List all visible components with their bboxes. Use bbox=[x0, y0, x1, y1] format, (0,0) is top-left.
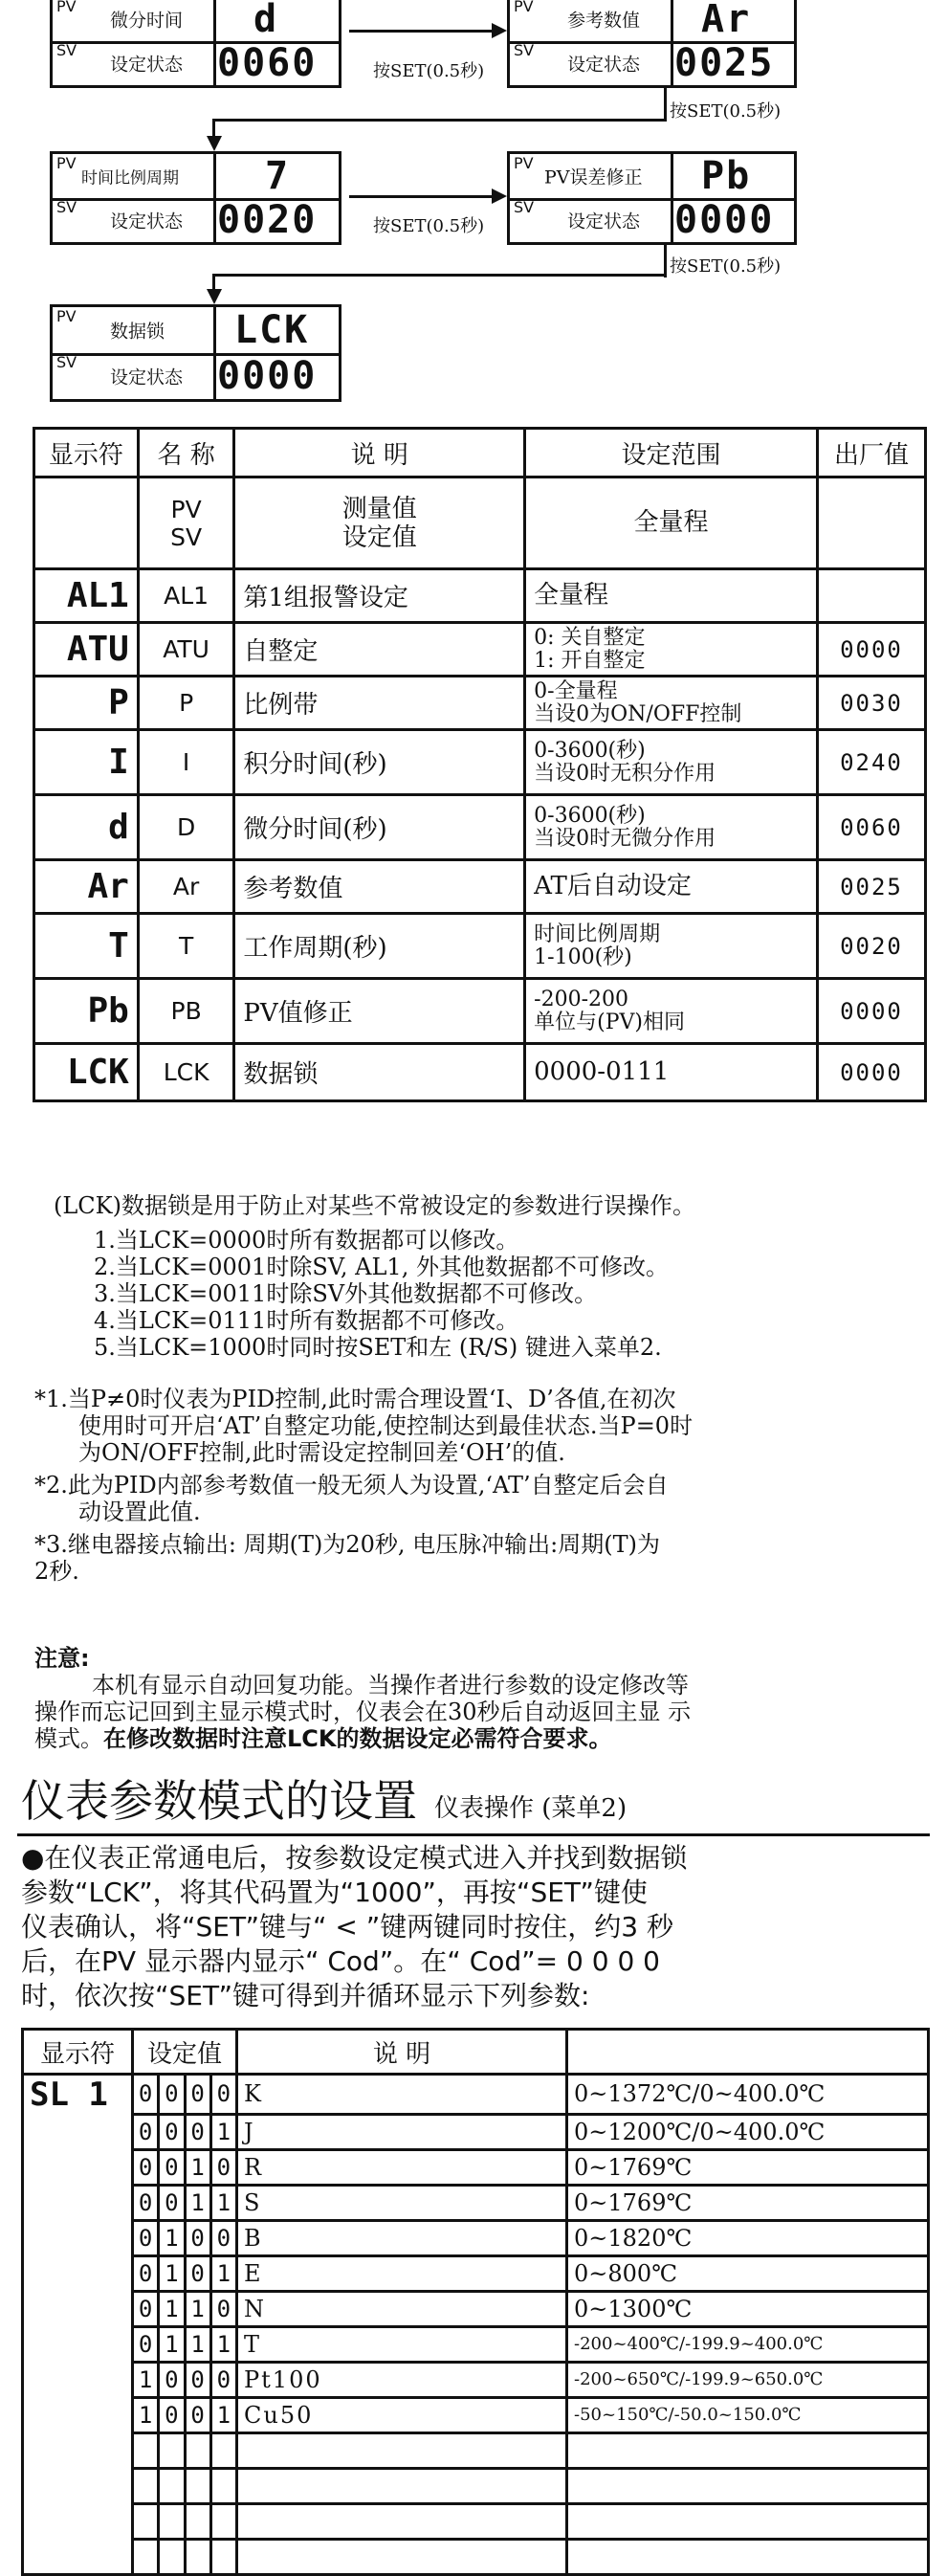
param-desc: 数据锁 bbox=[234, 1044, 525, 1101]
table-row bbox=[23, 2149, 929, 2185]
sv-display: 0000 bbox=[217, 354, 318, 398]
setting-bit: 1 bbox=[133, 2362, 159, 2397]
setting-bit: 0 bbox=[185, 2114, 210, 2149]
flow-box-derivative bbox=[50, 0, 341, 88]
setting-bit: 1 bbox=[159, 2255, 185, 2291]
table-row bbox=[23, 2075, 929, 2115]
sv-label: 设定状态 bbox=[110, 54, 184, 76]
sensor-name: J bbox=[237, 2114, 567, 2149]
range-line: 0-3600(秒) bbox=[534, 804, 646, 829]
display-symbol: SL 1 bbox=[23, 2075, 133, 2115]
param-desc: 第1组报警设定 bbox=[234, 569, 525, 623]
sensor-name bbox=[237, 2468, 567, 2503]
lck-note-item: 1.当LCK=0000时所有数据都可以修改。 bbox=[94, 1227, 519, 1254]
col-header: 显示符 bbox=[23, 2030, 133, 2075]
pv-label: 数据锁 bbox=[110, 321, 165, 343]
sensor-range: 0~800℃ bbox=[567, 2255, 929, 2291]
col-header: 显示符 bbox=[34, 429, 139, 477]
table-row bbox=[23, 2468, 929, 2503]
setting-bit: 0 bbox=[133, 2291, 159, 2326]
setting-bit: 1 bbox=[159, 2291, 185, 2326]
table-row bbox=[34, 914, 926, 979]
factory-value: 0000 bbox=[817, 979, 925, 1044]
param-range bbox=[525, 860, 818, 914]
setting-bit bbox=[210, 2539, 236, 2574]
param-name: Ar bbox=[138, 860, 234, 914]
notice-line: 操作而忘记回到主显示模式时，仪表会在30秒后自动返回主显 示 bbox=[34, 1699, 692, 1725]
symbol-cell-empty bbox=[23, 2220, 133, 2255]
range-line: 单位与(PV)相同 bbox=[534, 1010, 685, 1034]
notice-line bbox=[34, 1724, 612, 1753]
param-desc: 比例带 bbox=[234, 677, 525, 730]
arrow-down-icon bbox=[207, 289, 222, 304]
notice-line-plain: 模式。 bbox=[34, 1725, 103, 1752]
range-line: 时间比例周期 bbox=[534, 922, 661, 947]
param-desc: 工作周期(秒) bbox=[234, 914, 525, 979]
sensor-range: 0~1200℃/0~400.0℃ bbox=[567, 2114, 929, 2149]
sensor-name bbox=[237, 2432, 567, 2468]
setting-bit: 0 bbox=[210, 2075, 236, 2115]
table-row bbox=[34, 860, 926, 914]
setting-bit: 0 bbox=[210, 2291, 236, 2326]
param-range bbox=[525, 730, 818, 795]
setting-bit bbox=[185, 2539, 210, 2574]
param-desc: 积分时间(秒) bbox=[234, 730, 525, 795]
sensor-range bbox=[567, 2503, 929, 2539]
set-step-label: 按SET(0.5秒) bbox=[373, 61, 485, 81]
param-name: ATU bbox=[138, 623, 234, 677]
arrow-right-icon bbox=[492, 189, 507, 204]
sv-display: 0025 bbox=[674, 41, 775, 85]
setting-bit: 0 bbox=[210, 2149, 236, 2185]
setting-bit: 0 bbox=[159, 2185, 185, 2220]
intro-line: 时，依次按“SET”键可得到并循环显示下列参数: bbox=[21, 1980, 590, 2011]
table-row bbox=[34, 677, 926, 730]
sensor-range: 0~1372℃/0~400.0℃ bbox=[567, 2075, 929, 2115]
sensor-name: K bbox=[237, 2075, 567, 2115]
setting-bit bbox=[159, 2432, 185, 2468]
table-row bbox=[34, 730, 926, 795]
setting-bit bbox=[159, 2468, 185, 2503]
param-name: PB bbox=[138, 979, 234, 1044]
setting-bit: 0 bbox=[159, 2075, 185, 2115]
sensor-range: 0~1300℃ bbox=[567, 2291, 929, 2326]
sv-tag: SV bbox=[56, 353, 77, 371]
setting-bit bbox=[133, 2503, 159, 2539]
setting-bit: 1 bbox=[210, 2185, 236, 2220]
display-symbol: d bbox=[34, 795, 139, 860]
footnote-line: 使用时可开启‘AT’自整定功能,使控制达到最佳状态.当P=0时 bbox=[78, 1412, 694, 1439]
sensor-name: B bbox=[237, 2220, 567, 2255]
setting-bit: 0 bbox=[159, 2114, 185, 2149]
symbol-cell-empty bbox=[23, 2539, 133, 2574]
table-row bbox=[23, 2291, 929, 2326]
sensor-name: N bbox=[237, 2291, 567, 2326]
intro-line: 后，在PV 显示器内显示“ Cod”。在“ Cod”= 0 0 0 0 bbox=[21, 1945, 660, 1977]
display-symbol: Pb bbox=[34, 979, 139, 1044]
factory-value: 0000 bbox=[817, 1044, 925, 1101]
desc-measure: 测量值 bbox=[341, 494, 417, 523]
sensor-range: 0~1820℃ bbox=[567, 2220, 929, 2255]
symbol-cell-empty bbox=[23, 2185, 133, 2220]
factory-value: 0030 bbox=[817, 677, 925, 730]
section-title bbox=[21, 1766, 627, 1830]
factory-value bbox=[817, 569, 925, 623]
sensor-name: Pt100 bbox=[237, 2362, 567, 2397]
name-sv: SV bbox=[170, 522, 203, 551]
display-symbol: I bbox=[34, 730, 139, 795]
footnote-line: 动设置此值. bbox=[78, 1499, 201, 1525]
col-header: 名 称 bbox=[138, 429, 234, 477]
name-pv: PV bbox=[170, 495, 202, 523]
lck-note-item: 5.当LCK=1000时同时按SET和左 (R/S) 键进入菜单2. bbox=[94, 1334, 662, 1361]
setting-bit: 0 bbox=[133, 2149, 159, 2185]
display-symbol: T bbox=[34, 914, 139, 979]
table-row bbox=[34, 623, 926, 677]
range-line: 0: 关自整定 bbox=[534, 626, 646, 651]
setting-bit: 1 bbox=[185, 2149, 210, 2185]
range-line: 当设0为ON/OFF控制 bbox=[534, 701, 742, 726]
table-row bbox=[23, 2503, 929, 2539]
setting-bit bbox=[133, 2539, 159, 2574]
pv-label: PV误差修正 bbox=[544, 167, 643, 189]
factory-value: 0000 bbox=[817, 623, 925, 677]
range-line: 0-3600(秒) bbox=[534, 739, 646, 764]
pv-label: 微分时间 bbox=[110, 10, 184, 32]
setting-bit: 0 bbox=[133, 2255, 159, 2291]
table-row bbox=[23, 2185, 929, 2220]
footnote-line: *3.继电器接点输出: 周期(T)为20秒, 电压脉冲输出:周期(T)为 bbox=[34, 1531, 660, 1558]
setting-bit: 0 bbox=[185, 2220, 210, 2255]
flow-box-cycle bbox=[50, 151, 341, 245]
range-line: 1-100(秒) bbox=[534, 944, 632, 969]
pv-display: Ar bbox=[701, 0, 752, 41]
table-row bbox=[34, 795, 926, 860]
section-subtitle: 仪表操作 (菜单2) bbox=[434, 1794, 628, 1823]
setting-bit: 0 bbox=[159, 2149, 185, 2185]
sensor-range: 0~1769℃ bbox=[567, 2185, 929, 2220]
setting-bit: 1 bbox=[159, 2326, 185, 2362]
sensor-range bbox=[567, 2432, 929, 2468]
param-name: D bbox=[138, 795, 234, 860]
flow-box-pv-offset bbox=[507, 151, 797, 245]
sv-label: 设定状态 bbox=[567, 54, 641, 76]
footnote-line: 2秒. bbox=[34, 1558, 79, 1585]
arrow-right-icon bbox=[492, 23, 507, 38]
setting-bit: 0 bbox=[133, 2114, 159, 2149]
sv-label: 设定状态 bbox=[110, 366, 184, 389]
desc-setting: 设定值 bbox=[341, 522, 417, 552]
sensor-range: 0~1769℃ bbox=[567, 2149, 929, 2185]
sv-label: 设定状态 bbox=[567, 211, 641, 233]
pv-tag: PV bbox=[56, 154, 77, 172]
symbol-cell-empty bbox=[23, 2397, 133, 2432]
notice-label: 注意: bbox=[34, 1645, 90, 1672]
setting-bit: 0 bbox=[133, 2220, 159, 2255]
param-name: T bbox=[138, 914, 234, 979]
section-divider bbox=[17, 1833, 930, 1836]
symbol-cell-empty bbox=[23, 2149, 133, 2185]
factory-value: 0020 bbox=[817, 914, 925, 979]
setting-bit bbox=[159, 2503, 185, 2539]
sensor-name: T bbox=[237, 2326, 567, 2362]
sv-tag: SV bbox=[56, 198, 77, 216]
sv-tag: SV bbox=[514, 41, 535, 59]
lck-note-item: 3.当LCK=0011时除SV外其他数据都不可修改。 bbox=[94, 1280, 598, 1307]
sensor-range: -50~150℃/-50.0~150.0℃ bbox=[567, 2397, 929, 2432]
col-header: 说 明 bbox=[237, 2030, 567, 2075]
intro-paragraph bbox=[21, 1841, 930, 2013]
param-range bbox=[525, 979, 818, 1044]
table-row bbox=[23, 2432, 929, 2468]
pv-label: 时间比例周期 bbox=[81, 168, 179, 189]
sv-display: 0020 bbox=[217, 198, 318, 242]
set-step-label: 按SET(0.5秒) bbox=[670, 256, 782, 277]
sv-display: 0000 bbox=[674, 198, 775, 242]
setting-bit: 0 bbox=[133, 2326, 159, 2362]
param-range bbox=[525, 623, 818, 677]
sensor-range bbox=[567, 2539, 929, 2574]
table-row bbox=[34, 979, 926, 1044]
sv-tag: SV bbox=[56, 41, 77, 59]
param-desc: 参考数值 bbox=[234, 860, 525, 914]
lck-note-item: 4.当LCK=0111时所有数据都不可修改。 bbox=[94, 1307, 519, 1334]
sensor-name: Cu50 bbox=[237, 2397, 567, 2432]
setting-bit: 0 bbox=[159, 2362, 185, 2397]
param-range bbox=[525, 569, 818, 623]
notice-line-bold: 在修改数据时注意LCK的数据设定必需符合要求。 bbox=[103, 1725, 612, 1752]
col-header: 出厂值 bbox=[817, 429, 925, 477]
setting-bit bbox=[185, 2503, 210, 2539]
setting-bit: 1 bbox=[185, 2185, 210, 2220]
setting-bit bbox=[210, 2468, 236, 2503]
param-name: LCK bbox=[138, 1044, 234, 1101]
param-range bbox=[525, 677, 818, 730]
param-desc: 自整定 bbox=[234, 623, 525, 677]
sensor-name bbox=[237, 2539, 567, 2574]
setting-bit bbox=[210, 2432, 236, 2468]
pv-tag: PV bbox=[514, 154, 534, 172]
display-symbol: P bbox=[34, 677, 139, 730]
lck-note-item: 2.当LCK=0001时除SV, AL1, 外其他数据都不可修改。 bbox=[94, 1254, 669, 1280]
pv-display: 7 bbox=[265, 154, 291, 198]
setting-bit: 1 bbox=[210, 2326, 236, 2362]
setting-bit: 1 bbox=[159, 2220, 185, 2255]
table-row bbox=[23, 2255, 929, 2291]
pv-display: d bbox=[253, 0, 279, 41]
section-title-text: 仪表参数模式的设置 bbox=[21, 1775, 417, 1827]
symbol-cell-empty bbox=[23, 2114, 133, 2149]
sv-label: 设定状态 bbox=[110, 211, 184, 233]
range-line: 全量程 bbox=[534, 580, 609, 610]
input-type-table bbox=[21, 2028, 930, 2576]
arrow-down-icon bbox=[207, 136, 222, 151]
intro-line: ●在仪表正常通电后，按参数设定模式进入并找到数据锁 bbox=[21, 1842, 688, 1874]
table-row bbox=[23, 2539, 929, 2574]
setting-bit: 1 bbox=[210, 2397, 236, 2432]
table-header-row bbox=[23, 2030, 929, 2075]
setting-bit bbox=[185, 2432, 210, 2468]
range-line: -200-200 bbox=[534, 988, 628, 1012]
notice-line: 本机有显示自动回复功能。当操作者进行参数的设定修改等 bbox=[92, 1672, 689, 1699]
table-row bbox=[23, 2326, 929, 2362]
param-range bbox=[525, 795, 818, 860]
setting-bit: 1 bbox=[133, 2397, 159, 2432]
sensor-name: E bbox=[237, 2255, 567, 2291]
flow-box-reference bbox=[507, 0, 797, 88]
setting-bit bbox=[133, 2468, 159, 2503]
factory-value: 0240 bbox=[817, 730, 925, 795]
table-row bbox=[23, 2397, 929, 2432]
setting-bit: 0 bbox=[133, 2075, 159, 2115]
range-line: 1: 开自整定 bbox=[534, 648, 646, 673]
setting-bit: 0 bbox=[185, 2075, 210, 2115]
sensor-name: R bbox=[237, 2149, 567, 2185]
param-desc: 微分时间(秒) bbox=[234, 795, 525, 860]
pv-display: Pb bbox=[701, 154, 752, 198]
col-header: 设定值 bbox=[133, 2030, 237, 2075]
param-name: P bbox=[138, 677, 234, 730]
symbol-cell-empty bbox=[23, 2291, 133, 2326]
table-row bbox=[34, 569, 926, 623]
sensor-range: -200~400℃/-199.9~400.0℃ bbox=[567, 2326, 929, 2362]
symbol-cell-empty bbox=[23, 2326, 133, 2362]
set-step-label: 按SET(0.5秒) bbox=[373, 216, 485, 236]
symbol-cell-empty bbox=[23, 2432, 133, 2468]
param-name: I bbox=[138, 730, 234, 795]
setting-bit: 1 bbox=[210, 2114, 236, 2149]
range-line: AT后自动设定 bbox=[534, 871, 692, 900]
setting-bit: 1 bbox=[185, 2291, 210, 2326]
pv-tag: PV bbox=[56, 307, 77, 325]
setting-bit: 0 bbox=[210, 2220, 236, 2255]
setting-bit bbox=[159, 2539, 185, 2574]
range-line: 当设0时无微分作用 bbox=[534, 826, 716, 851]
param-name: AL1 bbox=[138, 569, 234, 623]
set-step-label: 按SET(0.5秒) bbox=[670, 101, 782, 122]
symbol-cell-empty bbox=[23, 2503, 133, 2539]
setting-bit: 0 bbox=[185, 2255, 210, 2291]
col-header bbox=[567, 2030, 929, 2075]
pv-display: LCK bbox=[234, 308, 310, 352]
footnote-line: *2.此为PID内部参考数值一般无须人为设置,‘AT’自整定后会自 bbox=[34, 1472, 669, 1499]
col-header: 设定范围 bbox=[525, 429, 818, 477]
sensor-range bbox=[567, 2468, 929, 2503]
table-header-row bbox=[34, 429, 926, 477]
setting-bit: 0 bbox=[133, 2185, 159, 2220]
table-row bbox=[23, 2114, 929, 2149]
symbol-cell-empty bbox=[23, 2255, 133, 2291]
setting-bit bbox=[210, 2503, 236, 2539]
factory-value: 0025 bbox=[817, 860, 925, 914]
sensor-name: S bbox=[237, 2185, 567, 2220]
setting-bit: 1 bbox=[185, 2326, 210, 2362]
footnote-line: *1.当P≠0时仪表为PID控制,此时需合理设置‘I、D’各值,在初次 bbox=[34, 1386, 676, 1412]
display-symbol: Ar bbox=[34, 860, 139, 914]
intro-line: 参数“LCK”，将其代码置为“1000”，再按“SET”键使 bbox=[21, 1876, 648, 1908]
flow-box-data-lock bbox=[50, 304, 341, 402]
setting-bit: 0 bbox=[159, 2397, 185, 2432]
display-symbol: LCK bbox=[34, 1044, 139, 1101]
pv-tag: PV bbox=[56, 0, 77, 15]
sensor-range: -200~650℃/-199.9~650.0℃ bbox=[567, 2362, 929, 2397]
factory-value: 0060 bbox=[817, 795, 925, 860]
sensor-name bbox=[237, 2503, 567, 2539]
param-range bbox=[525, 1044, 818, 1101]
lck-note-title: (LCK)数据锁是用于防止对某些不常被设定的参数进行误操作。 bbox=[54, 1192, 695, 1219]
range-line: 0-全量程 bbox=[534, 679, 618, 704]
intro-line: 仪表确认，将“SET”键与“ < ”键两键同时按住，约3 秒 bbox=[21, 1911, 673, 1943]
table-row bbox=[23, 2220, 929, 2255]
display-symbol: ATU bbox=[34, 623, 139, 677]
param-desc: PV值修正 bbox=[234, 979, 525, 1044]
setting-bit: 0 bbox=[210, 2362, 236, 2397]
setting-bit bbox=[133, 2432, 159, 2468]
symbol-cell-empty bbox=[23, 2468, 133, 2503]
pv-label: 参考数值 bbox=[567, 10, 641, 32]
table-row bbox=[34, 1044, 926, 1101]
table-row bbox=[34, 477, 926, 569]
range-line: 0000-0111 bbox=[534, 1056, 670, 1086]
col-header: 说 明 bbox=[234, 429, 525, 477]
table-row bbox=[23, 2362, 929, 2397]
param-range bbox=[525, 914, 818, 979]
parameter-table bbox=[33, 427, 927, 1102]
sv-tag: SV bbox=[514, 198, 535, 216]
symbol-cell-empty bbox=[23, 2362, 133, 2397]
setting-bit: 0 bbox=[185, 2397, 210, 2432]
range-cell: 全量程 bbox=[525, 477, 818, 569]
display-symbol: AL1 bbox=[34, 569, 139, 623]
setting-bit bbox=[185, 2468, 210, 2503]
sv-display: 0060 bbox=[217, 41, 318, 85]
setting-bit: 0 bbox=[185, 2362, 210, 2397]
setting-bit: 1 bbox=[210, 2255, 236, 2291]
footnote-line: 为ON/OFF控制,此时需设定控制回差‘OH’的值. bbox=[78, 1439, 565, 1466]
range-line: 当设0时无积分作用 bbox=[534, 761, 716, 786]
pv-tag: PV bbox=[514, 0, 534, 15]
